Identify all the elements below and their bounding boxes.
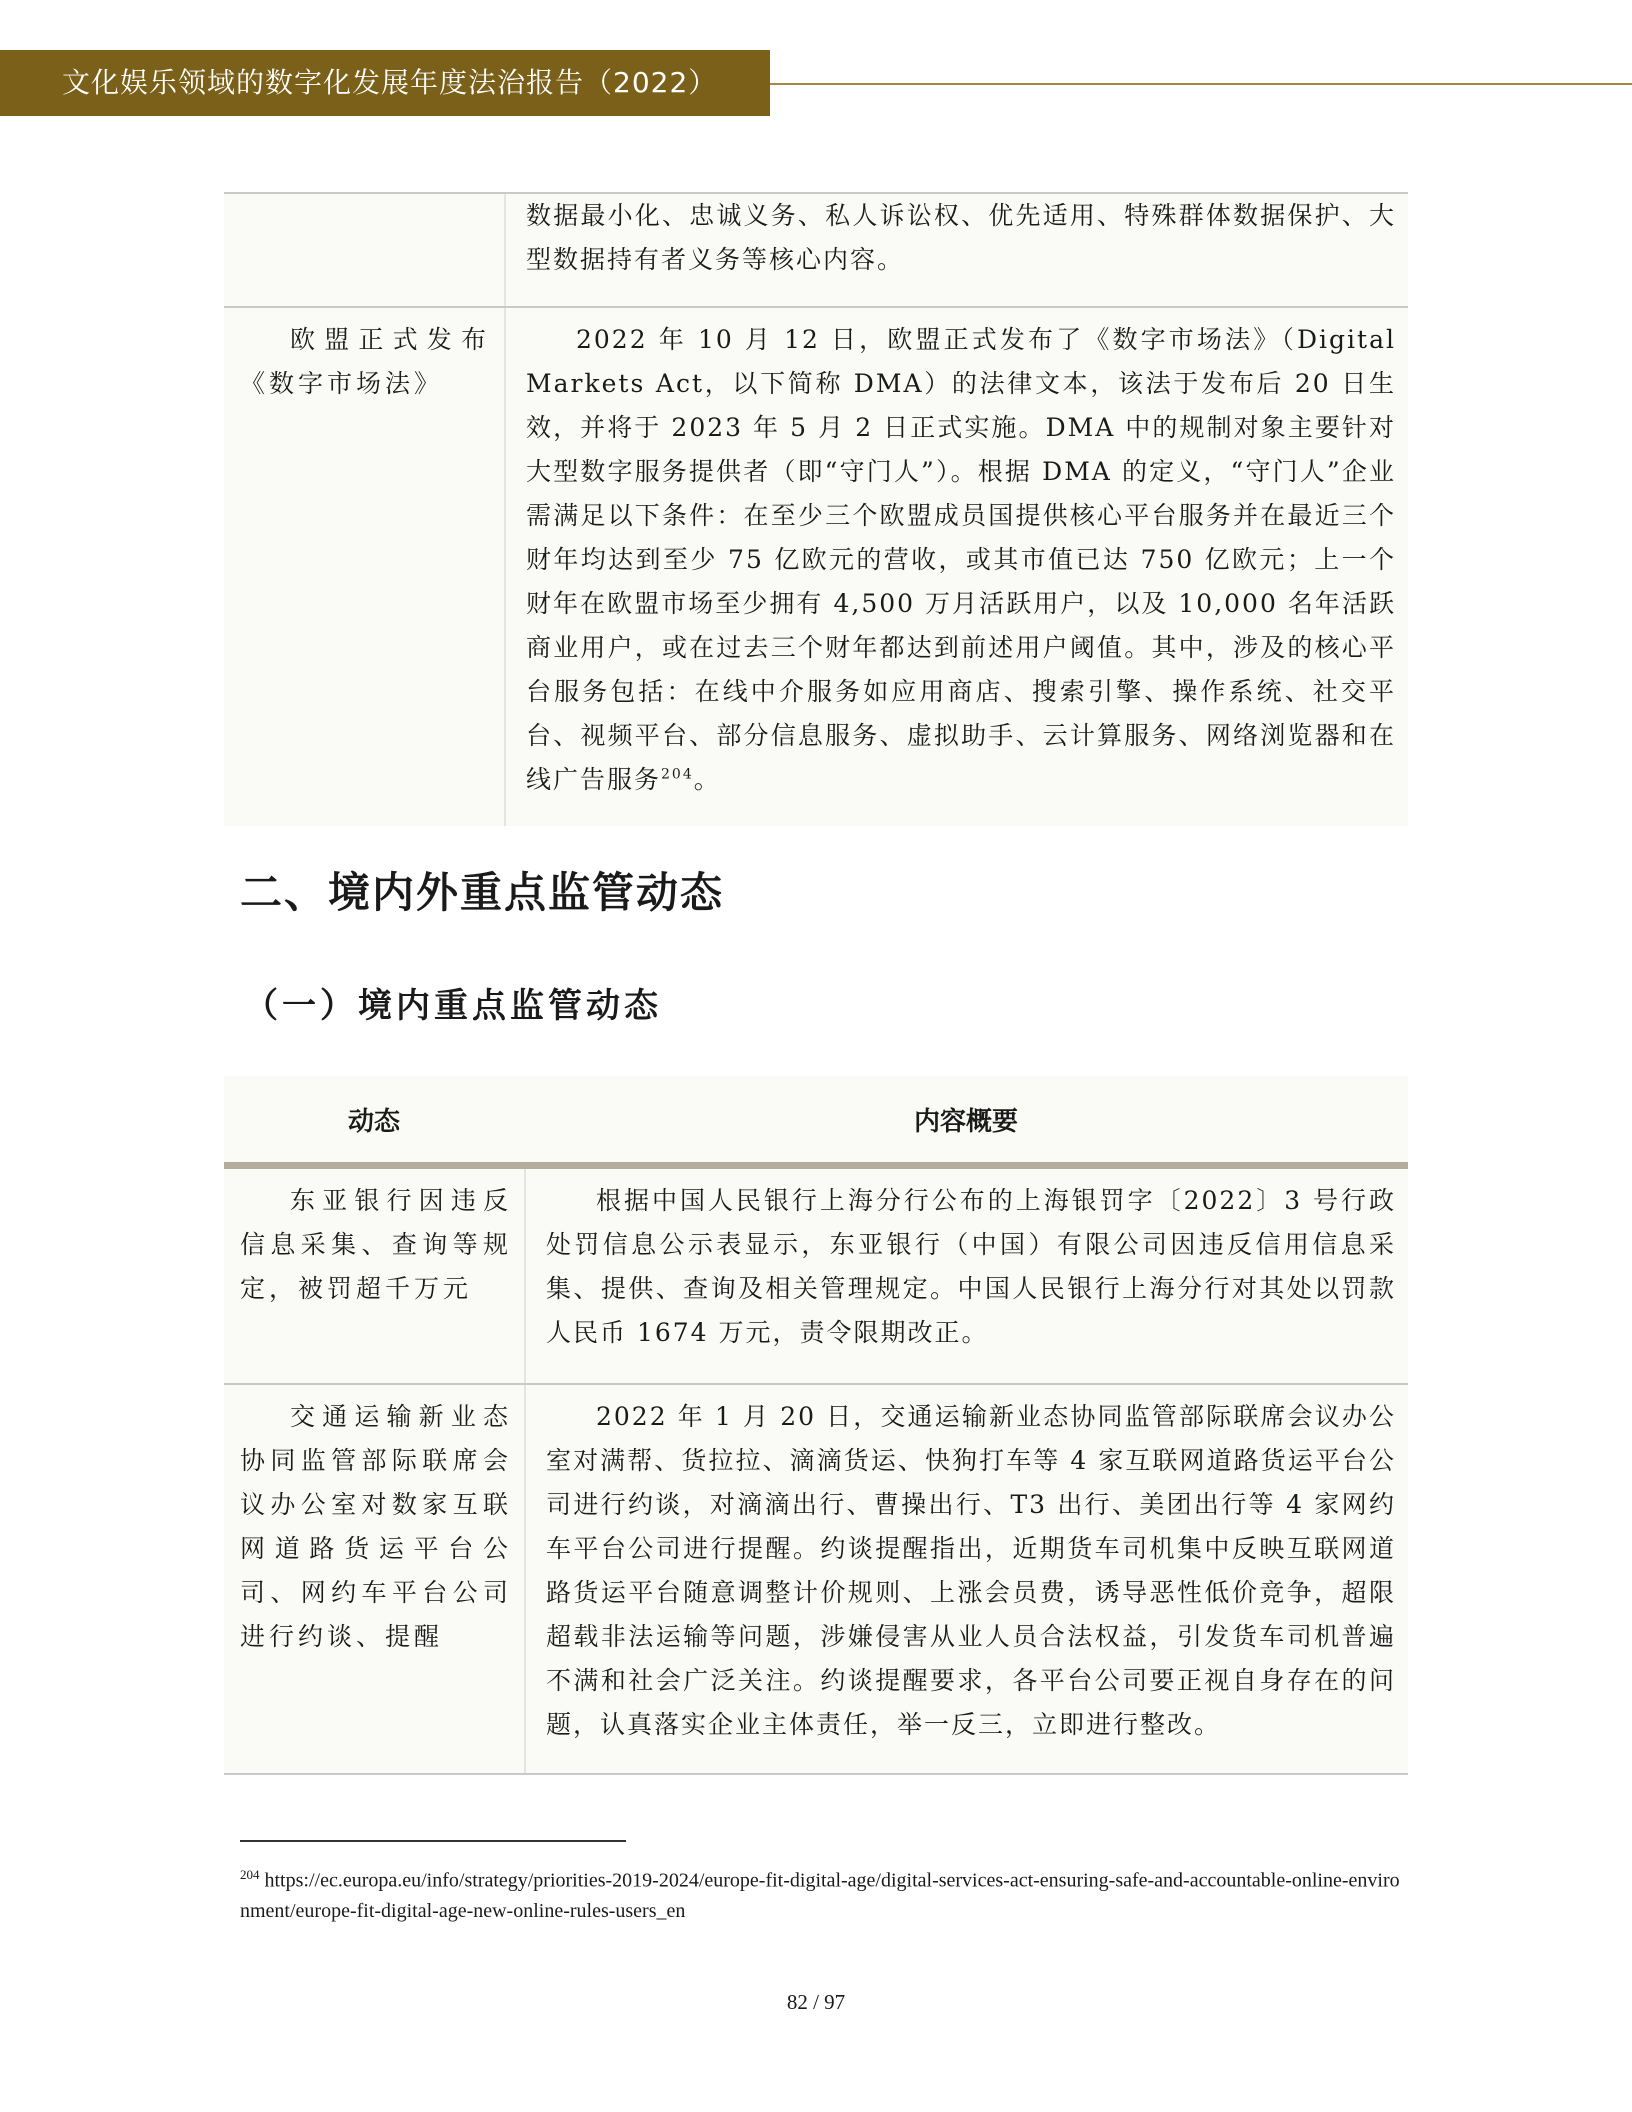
footnote-ref[interactable]: 204 xyxy=(661,766,694,783)
dma-text-end: 。 xyxy=(693,765,721,794)
table-cell-topic: 欧盟正式发布《数字市场法》 xyxy=(240,325,490,398)
table-row xyxy=(224,1385,1408,1775)
table-row xyxy=(224,308,1408,826)
table-cell-topic: 交通运输新业态协同监管部际联席会议办公室对数家互联网道路货运平台公司、网约车平台公司进行约谈、提醒 xyxy=(240,1402,512,1651)
table-cell-content: 2022 年 1 月 20 日，交通运输新业态协同监管部际联席会议办公室对满帮、货拉拉、滴滴货运、快狗打车等 4 家互联网道路货运平台公司进行约谈，对滴滴出行、曹操出行、T3 出行、美团出行等 4 家网约车平台公司进行提醒。约谈提醒指出，近期货车司机集中反映互联网道路货运平台随意调整计价规则、上涨会员费，诱导恶性低价竞争，超限超载非法运输等问题，涉嫌侵害从业人员合法权益，引发货车司机普遍不满和社会广泛关注。约谈提醒要求，各平台公司要正视自身存在的问题，认真落实企业主体责任，举一反三，立即进行整改。 xyxy=(524,1385,1408,1773)
report-title-band xyxy=(0,50,770,116)
section-heading: 二、境内外重点监管动态 xyxy=(240,868,725,917)
report-title: 文化娱乐领域的数字化发展年度法治报告（2022） xyxy=(62,66,718,99)
footnote-rule xyxy=(240,1840,626,1842)
table-row xyxy=(224,192,1408,308)
regulation-table xyxy=(224,192,1408,826)
table-cell-content: 根据中国人民银行上海分行公布的上海银罚字〔2022〕3 号行政处罚信息公示表显示，东亚银行（中国）有限公司因违反信用信息采集、提供、查询及相关管理规定。中国人民银行上海分行对其处以罚款人民币 1674 万元，责令限期改正。 xyxy=(524,1169,1408,1383)
table-cell-content xyxy=(504,308,1408,826)
header-dynamic: 动态 xyxy=(347,1106,400,1137)
subsection-heading: （一）境内重点监管动态 xyxy=(244,986,662,1026)
footnote-link[interactable]: https://ec.europa.eu/info/strategy/priorities-2019-2024/europe-fit-digital-age/digital-services-act-ensuring-safe-and-accountable-online-environment/europe-fit-digital-age-new-online-rules-users_en xyxy=(240,1869,1400,1922)
footnote xyxy=(240,1860,1400,1926)
table-row xyxy=(224,1169,1408,1385)
header-rule xyxy=(770,83,1632,85)
table-header xyxy=(224,1076,1408,1169)
page-number: 82 / 97 xyxy=(786,1990,846,2014)
table-cell-topic xyxy=(224,194,504,306)
table-cell-topic: 东亚银行因违反信息采集、查询等规定，被罚超千万元 xyxy=(240,1186,512,1303)
dma-text: 2022 年 10 月 12 日，欧盟正式发布了《数字市场法》（Digital Markets Act，以下简称 DMA）的法律文本，该法于发布后 20 日生效，并将于 2023 年 5 月 2 日正式实施。DMA 中的规制对象主要针对大型数字服务提供者（即“守门人”）。根据 DMA 的定义，“守门人”企业需满足以下条件：在至少三个欧盟成员国提供核心平台服务并在最近三个财年均达到至少 75 亿欧元的营收，或其市值已达 750 亿欧元；上一个财年在欧盟市场至少拥有 4,500 万月活跃用户，以及 10,000 名年活跃商业用户，或在过去三个财年都达到前述用户阈值。其中，涉及的核心平台服务包括：在线中介服务如应用商店、搜索引擎、操作系统、社交平台、视频平台、部分信息服务、虚拟助手、云计算服务、网络浏览器和在线广告服务 xyxy=(526,325,1396,794)
table-cell-content: 数据最小化、忠诚义务、私人诉讼权、优先适用、特殊群体数据保护、大型数据持有者义务等核心内容。 xyxy=(504,194,1408,306)
header-summary: 内容概要 xyxy=(913,1106,1018,1137)
supervision-table xyxy=(224,1076,1408,1775)
footnote-number: 204 xyxy=(240,1867,260,1882)
